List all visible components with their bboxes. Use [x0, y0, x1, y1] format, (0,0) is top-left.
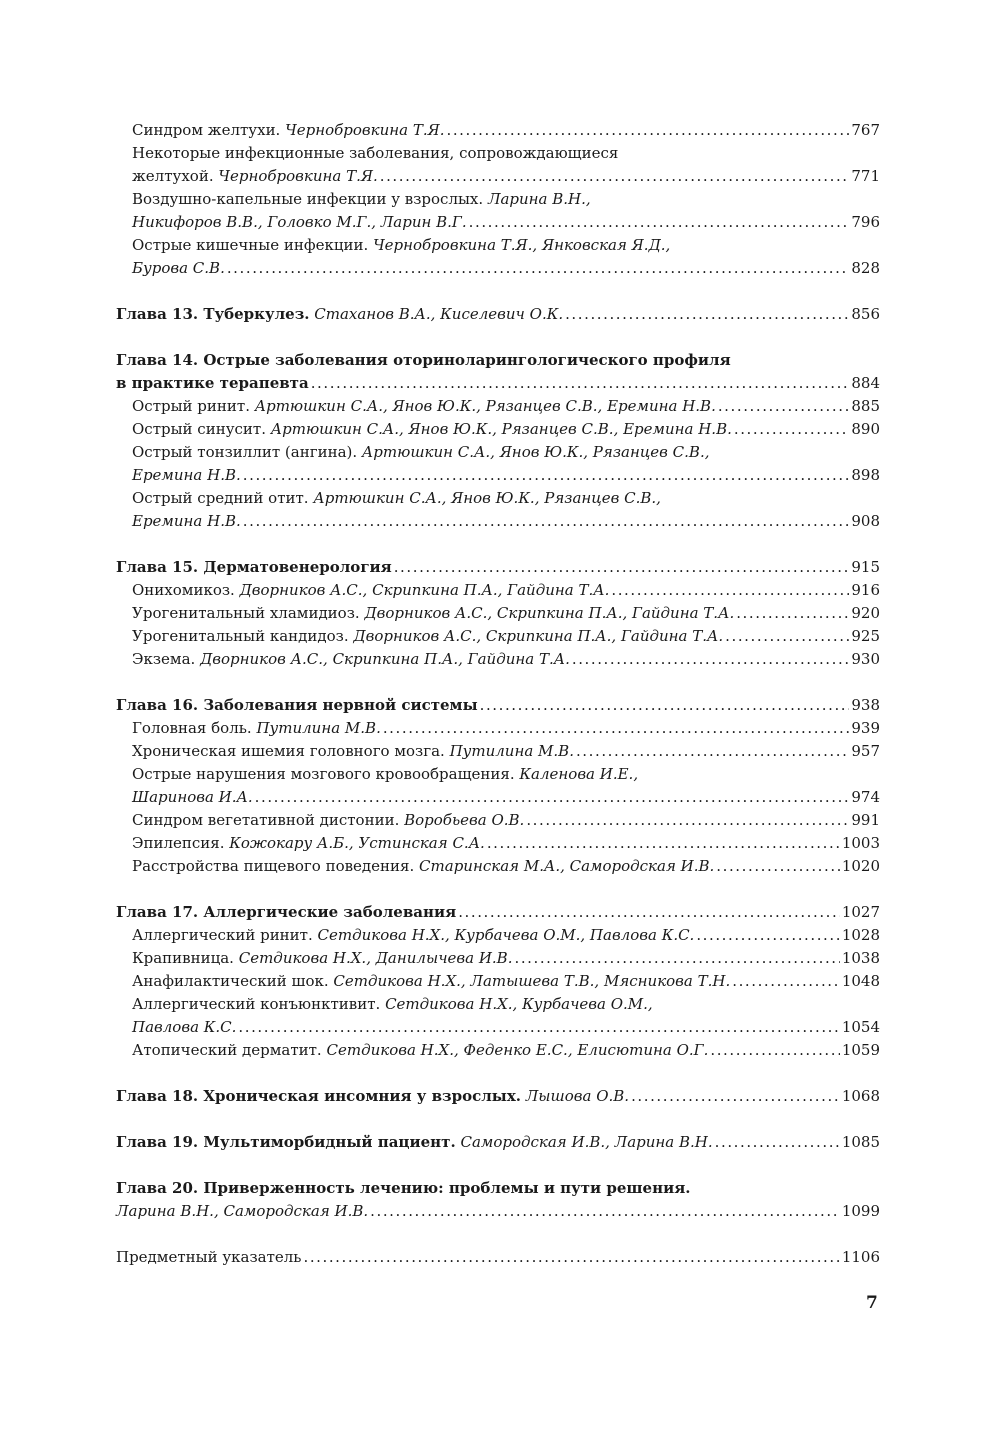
dot-leader — [734, 418, 849, 441]
dot-leader — [243, 510, 850, 533]
toc-entry — [116, 993, 880, 1016]
toc-entry-page: 939 — [851, 719, 880, 737]
toc-entry-title — [132, 418, 732, 441]
toc-entry-authors: Артюшкин С.А., Янов Ю.К., Рязанцев С.В., — [313, 489, 661, 507]
toc-entry-authors: Дворников А.С., Скрипкина П.А., Гайдина Т.А. — [200, 650, 570, 668]
toc-entry-authors: Сетдикова Н.Х., Курбачева О.М., — [385, 995, 653, 1013]
toc-entry-authors: Путилина М.В. — [256, 719, 381, 737]
toc-entry-authors: Никифоров В.В., Головко М.Г., Ларин В.Г. — [132, 213, 467, 231]
table-of-contents — [116, 119, 880, 1269]
toc-entry — [116, 441, 880, 464]
toc-entry-page: 916 — [851, 581, 880, 599]
toc-entry-page: 957 — [851, 742, 880, 760]
toc-entry-authors: Воробьева О.В. — [404, 811, 525, 829]
toc-entry-page: 1106 — [841, 1248, 880, 1266]
toc-entry — [116, 418, 880, 441]
section-gap — [116, 1062, 880, 1085]
toc-entry-title — [116, 372, 309, 395]
dot-leader — [238, 1016, 839, 1039]
toc-entry-page: 991 — [851, 811, 880, 829]
toc-entry-text: Острый тонзиллит (ангина). — [132, 443, 358, 461]
toc-entry-authors: Сетдикова Н.Х., Феденко Е.С., Елисютина О.Г. — [326, 1041, 709, 1059]
toc-entry-title — [132, 1016, 236, 1039]
toc-entry-text: Острые нарушения мозгового кровообращения. — [132, 765, 515, 783]
dot-leader — [458, 901, 840, 924]
toc-entry-text: Глава 17. Аллергические заболевания — [116, 903, 457, 921]
dot-leader — [715, 1131, 840, 1154]
toc-entry-authors: Кожокару А.Б., Устинская С.А. — [229, 834, 485, 852]
toc-entry-text: Предметный указатель — [116, 1248, 302, 1266]
toc-entry-title — [116, 303, 563, 326]
toc-entry — [116, 855, 880, 878]
section-gap — [116, 326, 880, 349]
toc-entry — [116, 119, 880, 142]
toc-entry — [116, 1085, 880, 1108]
toc-entry — [116, 142, 880, 165]
toc-entry-title — [116, 556, 392, 579]
toc-entry-text: Глава 20. Приверженность лечению: проблемы и пути решения. — [116, 1179, 691, 1197]
dot-leader — [718, 395, 850, 418]
toc-entry-title — [132, 740, 574, 763]
toc-entry-title — [116, 349, 731, 372]
toc-entry — [116, 579, 880, 602]
toc-entry-title — [132, 625, 723, 648]
dot-leader — [487, 832, 840, 855]
toc-entry-text: Экзема. — [132, 650, 196, 668]
dot-leader — [514, 947, 839, 970]
toc-entry-text: Острый ринит. — [132, 397, 250, 415]
toc-entry — [116, 1200, 880, 1223]
dot-leader — [380, 165, 850, 188]
section-gap — [116, 280, 880, 303]
toc-entry-page: 1020 — [841, 857, 880, 875]
toc-entry-authors: Самородская И.В., Ларина В.Н. — [460, 1133, 713, 1151]
toc-entry-page: 1038 — [841, 949, 880, 967]
toc-entry — [116, 1246, 880, 1269]
toc-entry-text: Урогенитальный кандидоз. — [132, 627, 349, 645]
toc-entry-page: 890 — [851, 420, 880, 438]
toc-entry-text: Атопический дерматит. — [132, 1041, 322, 1059]
dot-leader — [736, 602, 849, 625]
section-gap — [116, 1108, 880, 1131]
dot-leader — [447, 119, 850, 142]
toc-entry — [116, 947, 880, 970]
toc-entry-authors: Артюшкин С.А., Янов Ю.К., Рязанцев С.В., Еремина Н.В. — [270, 420, 732, 438]
toc-entry-authors: Бурова С.В. — [132, 259, 225, 277]
toc-entry-title — [132, 119, 445, 142]
toc-entry — [116, 1177, 880, 1200]
toc-entry — [116, 165, 880, 188]
toc-entry-title — [132, 717, 381, 740]
toc-entry-text: Воздушно-капельные инфекции у взрослых. — [132, 190, 484, 208]
toc-entry-text: Синдром желтухи. — [132, 121, 281, 139]
toc-entry-page: 1085 — [841, 1133, 880, 1151]
toc-entry-page: 908 — [851, 512, 880, 530]
toc-entry — [116, 602, 880, 625]
toc-entry-title — [132, 947, 512, 970]
toc-entry-page: 1048 — [841, 972, 880, 990]
toc-entry — [116, 970, 880, 993]
toc-entry-title — [116, 1246, 301, 1269]
toc-entry-authors: Старинская М.А., Самородская И.В. — [419, 857, 715, 875]
toc-entry-title — [116, 1131, 713, 1154]
toc-entry-page: 771 — [851, 167, 880, 185]
toc-entry — [116, 372, 880, 395]
toc-entry-title — [132, 188, 591, 211]
toc-entry-title — [116, 1200, 368, 1223]
toc-entry-title — [132, 832, 485, 855]
toc-entry — [116, 1039, 880, 1062]
toc-entry-title — [132, 395, 716, 418]
toc-entry-authors: Путилина М.В. — [449, 742, 574, 760]
section-gap — [116, 533, 880, 556]
toc-entry-page: 796 — [851, 213, 880, 231]
toc-entry-title — [132, 809, 524, 832]
toc-entry-authors: Дворников А.С., Скрипкина П.А., Гайдина Т.А. — [364, 604, 735, 622]
toc-entry-title — [132, 165, 378, 188]
toc-entry — [116, 694, 880, 717]
toc-entry-page: 925 — [851, 627, 880, 645]
toc-entry-text: Глава 13. Туберкулез. — [116, 305, 310, 323]
toc-entry — [116, 464, 880, 487]
toc-entry-title — [132, 211, 467, 234]
toc-entry-text: Глава 14. Острые заболевания оториноларингологического профиля — [116, 351, 731, 369]
toc-entry-title — [132, 855, 714, 878]
toc-entry-page: 767 — [851, 121, 880, 139]
toc-entry — [116, 832, 880, 855]
toc-entry — [116, 740, 880, 763]
toc-entry — [116, 257, 880, 280]
toc-entry-title — [116, 901, 456, 924]
toc-entry — [116, 901, 880, 924]
toc-entry-title — [132, 993, 653, 1016]
toc-entry-page: 920 — [851, 604, 880, 622]
toc-entry — [116, 1131, 880, 1154]
dot-leader — [725, 625, 849, 648]
toc-entry-title — [132, 786, 253, 809]
toc-entry — [116, 188, 880, 211]
toc-entry — [116, 234, 880, 257]
toc-entry-text: Синдром вегетативной дистонии. — [132, 811, 400, 829]
toc-entry — [116, 924, 880, 947]
toc-entry-text: Острые кишечные инфекции. — [132, 236, 369, 254]
toc-entry-page: 884 — [851, 374, 880, 392]
toc-entry-authors: Ларина В.Н., Самородская И.В. — [116, 1202, 369, 1220]
toc-entry-text: в практике терапевта — [116, 374, 309, 392]
toc-entry-text: Некоторые инфекционные заболевания, сопровождающиеся — [132, 144, 619, 162]
toc-entry-page: 915 — [851, 558, 880, 576]
toc-entry-text: Острый синусит. — [132, 420, 266, 438]
toc-entry-page: 974 — [851, 788, 880, 806]
dot-leader — [311, 372, 850, 395]
dot-leader — [526, 809, 849, 832]
toc-entry-page: 938 — [851, 696, 880, 714]
dot-leader — [469, 211, 850, 234]
dot-leader — [243, 464, 850, 487]
toc-entry-page: 1054 — [841, 1018, 880, 1036]
toc-entry-page: 828 — [851, 259, 880, 277]
toc-entry — [116, 487, 880, 510]
toc-entry-page: 1028 — [841, 926, 880, 944]
toc-entry-authors: Каленова И.Е., — [519, 765, 639, 783]
toc-entry-authors: Павлова К.С. — [132, 1018, 237, 1036]
toc-entry-authors: Сетдикова Н.Х., Курбачева О.М., Павлова К.С. — [317, 926, 695, 944]
toc-entry-authors: Чернобровкина Т.Я. — [285, 121, 445, 139]
toc-entry — [116, 717, 880, 740]
toc-entry-title — [132, 142, 618, 165]
toc-entry-title — [132, 602, 734, 625]
toc-entry — [116, 211, 880, 234]
dot-leader — [227, 257, 850, 280]
section-gap — [116, 1223, 880, 1246]
toc-entry-text: Головная боль. — [132, 719, 252, 737]
dot-leader — [394, 556, 850, 579]
toc-entry-page: 1003 — [841, 834, 880, 852]
toc-entry-text: Расстройства пищевого поведения. — [132, 857, 415, 875]
toc-entry — [116, 510, 880, 533]
toc-entry — [116, 625, 880, 648]
toc-entry-text: Анафилактический шок. — [132, 972, 329, 990]
toc-entry-text: Крапивница. — [132, 949, 234, 967]
toc-entry-title — [132, 510, 241, 533]
toc-entry-authors: Стаханов В.А., Киселевич О.К. — [314, 305, 564, 323]
toc-entry-title — [116, 1177, 691, 1200]
dot-leader — [370, 1200, 840, 1223]
section-gap — [116, 1154, 880, 1177]
toc-entry-authors: Лышова О.В. — [525, 1087, 630, 1105]
dot-leader — [611, 579, 849, 602]
toc-entry-page: 898 — [851, 466, 880, 484]
dot-leader — [576, 740, 849, 763]
dot-leader — [631, 1085, 840, 1108]
toc-entry — [116, 1016, 880, 1039]
toc-entry-text: Глава 16. Заболевания нервной системы — [116, 696, 478, 714]
toc-entry-authors: Артюшкин С.А., Янов Ю.К., Рязанцев С.В., Еремина Н.В. — [254, 397, 716, 415]
toc-entry — [116, 786, 880, 809]
toc-entry-authors: Шаринова И.А. — [132, 788, 253, 806]
dot-leader — [572, 648, 850, 671]
toc-entry — [116, 648, 880, 671]
toc-entry-page: 856 — [851, 305, 880, 323]
toc-entry-title — [116, 694, 478, 717]
toc-entry — [116, 763, 880, 786]
toc-entry-page: 1099 — [841, 1202, 880, 1220]
section-gap — [116, 671, 880, 694]
toc-entry-page: 885 — [851, 397, 880, 415]
toc-entry — [116, 349, 880, 372]
dot-leader — [383, 717, 850, 740]
toc-entry-authors: Еремина Н.В. — [132, 512, 241, 530]
toc-entry — [116, 809, 880, 832]
toc-entry-text: Глава 18. Хроническая инсомния у взрослых. — [116, 1087, 521, 1105]
toc-entry-title — [132, 648, 570, 671]
dot-leader — [480, 694, 850, 717]
toc-entry-text: Хроническая ишемия головного мозга. — [132, 742, 445, 760]
toc-entry-page: 930 — [851, 650, 880, 668]
toc-entry-text: Аллергический конъюнктивит. — [132, 995, 381, 1013]
page-number: 7 — [866, 1293, 878, 1313]
toc-entry-text: Эпилепсия. — [132, 834, 225, 852]
toc-entry-title — [132, 1039, 708, 1062]
toc-entry-page: 1027 — [841, 903, 880, 921]
toc-entry-authors: Артюшкин С.А., Янов Ю.К., Рязанцев С.В., — [361, 443, 710, 461]
toc-entry-title — [132, 441, 709, 464]
toc-entry — [116, 303, 880, 326]
toc-entry-authors: Сетдикова Н.Х., Латышева Т.В., Мясникова Т.Н. — [333, 972, 731, 990]
toc-entry-authors: Дворников А.С., Скрипкина П.А., Гайдина Т.А. — [239, 581, 610, 599]
dot-leader — [255, 786, 850, 809]
dot-leader — [565, 303, 849, 326]
toc-entry-authors: Чернобровкина Т.Я., Янковская Я.Д., — [373, 236, 671, 254]
toc-entry — [116, 395, 880, 418]
dot-leader — [696, 924, 839, 947]
toc-entry-text: желтухой. — [132, 167, 214, 185]
toc-entry-text: Глава 19. Мультиморбидный пациент. — [116, 1133, 456, 1151]
toc-entry-title — [132, 763, 638, 786]
toc-entry-text: Онихомикоз. — [132, 581, 235, 599]
toc-entry — [116, 556, 880, 579]
dot-leader — [710, 1039, 839, 1062]
toc-entry-title — [132, 464, 241, 487]
toc-entry-title — [132, 970, 730, 993]
dot-leader — [732, 970, 840, 993]
toc-entry-authors: Чернобровкина Т.Я. — [218, 167, 378, 185]
toc-entry-authors: Сетдикова Н.Х., Данилычева И.В. — [238, 949, 513, 967]
toc-entry-title — [132, 924, 694, 947]
toc-entry-text: Острый средний отит. — [132, 489, 309, 507]
dot-leader — [303, 1246, 839, 1269]
toc-entry-title — [132, 257, 225, 280]
toc-entry-page: 1059 — [841, 1041, 880, 1059]
toc-entry-authors: Дворников А.С., Скрипкина П.А., Гайдина Т.А. — [353, 627, 724, 645]
toc-entry-page: 1068 — [841, 1087, 880, 1105]
toc-entry-text: Аллергический ринит. — [132, 926, 313, 944]
section-gap — [116, 878, 880, 901]
dot-leader — [716, 855, 840, 878]
toc-entry-authors: Еремина Н.В. — [132, 466, 241, 484]
toc-entry-title — [116, 1085, 629, 1108]
toc-entry-text: Урогенитальный хламидиоз. — [132, 604, 360, 622]
toc-entry-title — [132, 234, 670, 257]
toc-entry-text: Глава 15. Дерматовенерология — [116, 558, 392, 576]
toc-entry-title — [132, 579, 609, 602]
toc-entry-title — [132, 487, 661, 510]
toc-entry-authors: Ларина В.Н., — [487, 190, 591, 208]
